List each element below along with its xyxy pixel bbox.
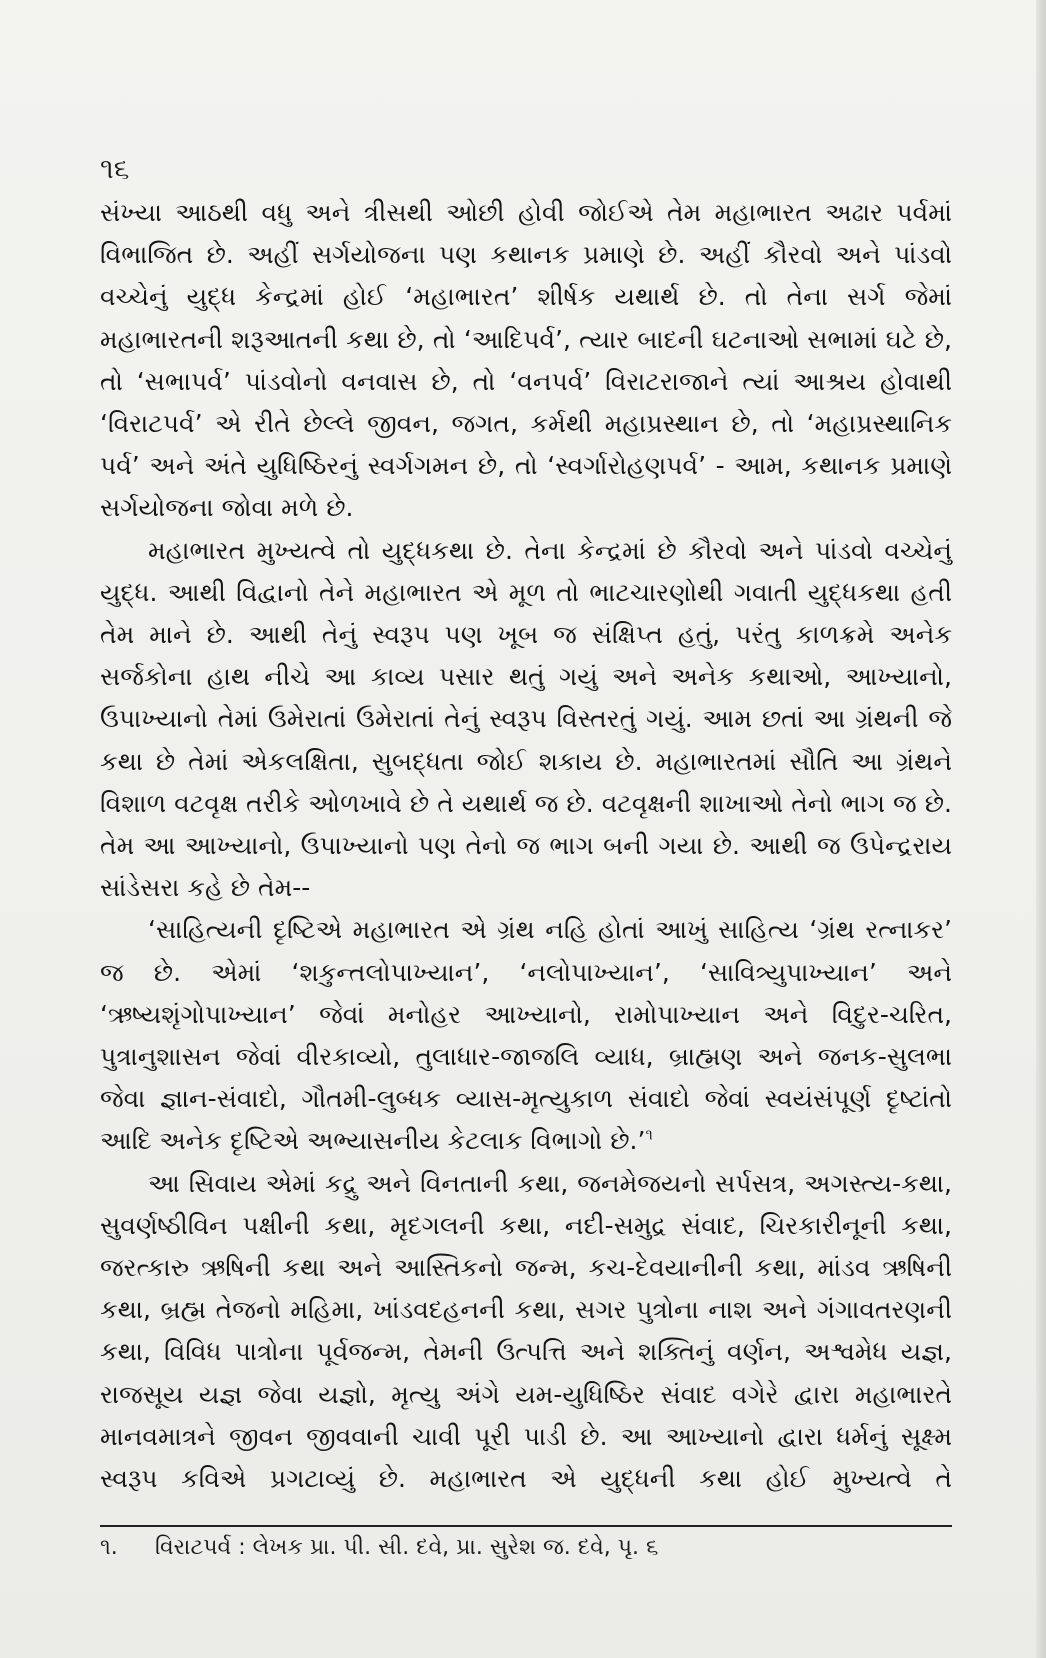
footnote-text: વિરાટપર્વ : લેખક પ્રા. પી. સી. દવે, પ્રા. સુરેશ જ. દવે, પૃ. ૬ [155,1535,659,1560]
footnote-reference: ૧ [645,1126,653,1145]
paragraph-text: આ સિવાય એમાં કદ્રુ અને વિનતાની કથા, જનમેજયનો સર્પસત્ર, અગસ્ત્ય-કથા, સુવર્ણષ્ઠીવિન પક્ષીની કથા, મૃદગલની કથા, નદી-સમુદ્ર સંવાદ, ચિરકારીનૂની કથા, જરત્કારુ ઋષિની કથા અને આસ્તિકનો જન્મ, કચ-દેવયાનીની કથા, માંડવ ઋષિની કથા, બ્રહ્મ તેજનો મહિમા, ખાંડવદહનની કથા, સગર પુત્રોના નાશ અને ગંગાવતરણની કથા, વિવિધ પાત્રોના પૂર્વજન્મ, તેમની ઉત્પત્તિ અને શક્તિનું વર્ણન, અશ્વમેધ યજ્ઞ, રાજસૂય યજ્ઞ જેવા યજ્ઞો, મૃત્યુ અંગે યમ-યુધિષ્ઠિર સંવાદ વગેરે દ્વારા મહાભારતે માનવમાત્રને જીવન જીવવાની ચાવી પૂરી પાડી છે. આ આખ્યાનો દ્વારા ધર્મનું સૂક્ષ્મ સ્વરૂપ કવિએ પ્રગટાવ્યું છે. મહાભારત એ યુદ્ધની કથા હોઈ મુખ્યત્વે તે [100,1168,952,1494]
page-number: ૧૬ [100,152,130,185]
paragraph [100,530,952,910]
body-text [100,192,952,1500]
paragraph [100,1163,952,1501]
quotation [100,909,952,1162]
paragraph-text: સંખ્યા આઠથી વધુ અને ત્રીસથી ઓછી હોવી જોઈએ તેમ મહાભારત અઢાર પર્વમાં વિભાજિત છે. અહીં સર્ગયોજના પણ કથાનક પ્રમાણે છે. અહીં કૌરવો અને પાંડવો વચ્ચેનું યુદ્ધ કેન્દ્રમાં હોઈ ‘મહાભારત’ શીર્ષક યથાર્થ છે. તો તેના સર્ગ જેમાં મહાભારતની શરૂઆતની કથા છે, તો ‘આદિપર્વ’, ત્યાર બાદની ઘટનાઓ સભામાં ઘટે છે, તો ‘સભાપર્વ’ પાંડવોનો વનવાસ છે, તો ‘વનપર્વ’ વિરાટરાજાને ત્યાં આશ્રય હોવાથી ‘વિરાટપર્વ’ એ રીતે છેલ્લે જીવન, જગત, કર્મથી મહાપ્રસ્થાન છે, તો ‘મહાપ્રસ્થાનિક પર્વ’ અને અંતે યુધિષ્ઠિરનું સ્વર્ગગમન છે, તો ‘સ્વર્ગારોહણપર્વ’ - આમ, કથાનક પ્રમાણે સર્ગયોજના જોવા મળે છે. [100,198,952,523]
footnote [100,1532,952,1564]
footnote-number: ૧. [100,1535,118,1560]
page-edge [1036,0,1046,1658]
footnote-divider [100,1525,952,1527]
paragraph-text: મહાભારત મુખ્યત્વે તો યુદ્ધકથા છે. તેના કેન્દ્રમાં છે કૌરવો અને પાંડવો વચ્ચેનું યુદ્ધ. આથી વિદ્વાનો તેને મહાભારત એ મૂળ તો ભાટચારણોથી ગવાતી યુદ્ધકથા હતી તેમ માને છે. આથી તેનું સ્વરૂપ પણ ખૂબ જ સંક્ષિપ્ત હતું, પરંતુ કાળક્રમે અનેક સર્જકોના હાથ નીચે આ કાવ્ય પસાર થતું ગયું અને અનેક કથાઓ, આખ્યાનો, ઉપાખ્યાનો તેમાં ઉમેરાતાં ઉમેરાતાં તેનું સ્વરૂપ વિસ્તરતું ગયું. આમ છતાં આ ગ્રંથની જે કથા છે તેમાં એકલક્ષિતા, સુબદ્ધતા જોઈ શકાય છે. મહાભારતમાં સૌતિ આ ગ્રંથને વિશાળ વટવૃક્ષ તરીકે ઓળખાવે છે તે યથાર્થ જ છે. વટવૃક્ષની શાખાઓ તેનો ભાગ જ છે. તેમ આ આખ્યાનો, ઉપાખ્યાનો પણ તેનો જ ભાગ બની ગયા છે. આથી જ ઉપેન્દ્રરાય સાંડેસરા કહે છે તેમ-- [100,535,952,903]
quotation-text: ‘સાહિત્યની દૃષ્ટિએ મહાભારત એ ગ્રંથ નહિ હોતાં આખું સાહિત્ય ‘ગ્રંથ રત્નાકર’ જ છે. એમાં ‘શકુન્તલોપાખ્યાન’, ‘નલોપાખ્યાન’, ‘સાવિત્ર્યુપાખ્યાન’ અને ‘ઋષ્યશૃંગોપાખ્યાન’ જેવાં મનોહર આખ્યાનો, રામોપાખ્યાન અને વિદુર-ચરિત, પુત્રાનુશાસન જેવાં વીરકાવ્યો, તુલાધાર-જાજલિ વ્યાધ, બ્રાહ્મણ અને જનક-સુલભા જેવા જ્ઞાન-સંવાદો, ગૌતમી-લુબ્ધક વ્યાસ-મૃત્યુકાળ સંવાદો જેવાં સ્વયંસંપૂર્ણ દૃષ્ટાંતો આદિ અનેક દૃષ્ટિએ અભ્યાસનીય કેટલાક વિભાગો છે.’ [100,915,952,1156]
paragraph [100,192,952,530]
